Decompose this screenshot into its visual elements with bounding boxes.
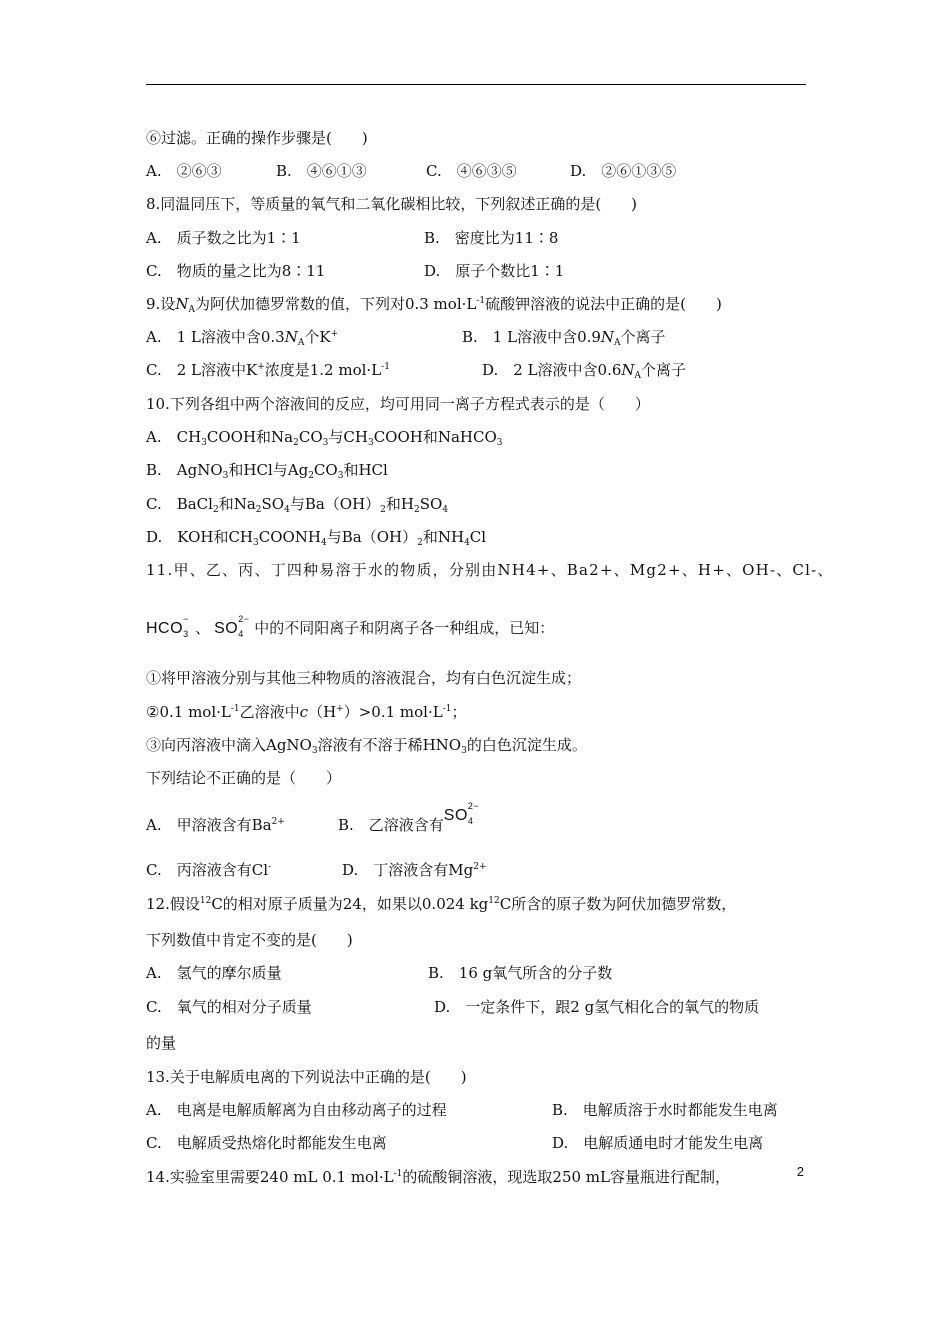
q11-row1 [146,801,480,835]
q13-stem: 13.关于电解质电离的下列说法中正确的是( ) [146,1068,467,1086]
q12-row2 [146,997,760,1017]
q14-stem: 14.实验室里需要240 mL 0.1 $mol\cdot L^{-1}$的硫酸铜溶液，现选取250 mL容量瓶进行配制， [146,1168,730,1186]
q13-row1 [146,1100,778,1120]
q12-option-a: A. 氢气的摩尔质量 [146,964,282,982]
q13-option-c: C. 电解质受热熔化时都能发生电离 [146,1134,387,1152]
q7-option-a: A. ②⑥③ [146,162,222,180]
q11-condition-2: ②0.1 $mol\cdot L^{-1}$乙溶液中c（H+）>0.1 $mol\cdot L^{-1}$； [146,703,467,721]
q7-options [146,161,677,181]
q9-stem: 9.设$N_A$为阿伏加德罗常数的值，下列对0.3 $mol\cdot L^{-1}$硫酸钾溶液的说法中正确的是( ) [146,295,722,315]
q12-option-d: D. 一定条件下，跟2 g氢气相化合的氧气的物质 [434,998,760,1016]
q11-option-b: B. 乙溶液含有SO 2− 4 [338,801,480,834]
q12-stem-line1: 12.假设$^{12}$C的相对原子质量为24，如果以0.024 $kg^{12}C$所含的原子数为阿伏加德罗常数， [146,895,737,913]
q12-stem-line2: 下列数值中肯定不变的是( ) [146,931,353,949]
q7-option-d: D. ②⑥①③⑤ [570,162,677,180]
q11-condition-3: ③向丙溶液中滴入AgNO$_3$溶液有不溶于稀$HNO_3$的白色沉淀生成。 [146,736,587,756]
so4-ion: SO 2− 4 [214,614,250,639]
q9-row1 [146,327,666,348]
q11-option-c: C. 丙溶液含有Cl- [146,861,272,879]
q12-option-d-cont: 的量 [146,1034,177,1052]
q13-row2 [146,1133,764,1153]
q11-row2 [146,860,487,880]
hco3-ion: HCO − 3 [146,614,189,639]
q11-option-a: A. 甲溶液含有$Ba^{2+}$ [146,816,285,834]
q11-ion-list: NH4+、Ba2+、Mg2+、H+、OH-、Cl-、 [497,561,834,579]
q8-stem: 8.同温同压下，等质量的氧气和二氧化碳相比较，下列叙述正确的是( ) [146,195,638,213]
q9-option-a: A. 1 L溶液中含$0.3N_A$个K+ [146,328,339,348]
q11-option-d: D. 丁溶液含有$Mg^{2+}$ [342,861,487,879]
q8-row2 [146,261,565,281]
q13-option-d: D. 电解质通电时才能发生电离 [552,1134,764,1152]
q9-row2 [146,360,687,381]
q12-row1 [146,963,613,983]
q8-option-c: C. 物质的量之比为8∶11 [146,262,326,280]
q10-option-a: A. $CH_3COOH$和$Na_2CO_3$与$CH_3COOH$和NaHCO$_3$ [146,428,503,448]
q10-option-b: B. AgNO$_3$和HCl与$Ag_2CO_3$和HCl [146,461,388,481]
q8-row1 [146,228,559,248]
q9-option-c: C. 2 L溶液中K+浓度是1.2 $mol\cdot L^{-1}$ [146,361,390,379]
q12-option-b: B. 16 g氧气所含的分子数 [428,964,613,982]
page-number: 2 [796,1164,804,1179]
q11-stem: 11.甲、乙、丙、丁四种易溶于水的物质，分别由NH4+、Ba2+、Mg2+、H+、OH-、Cl-、 [146,561,834,579]
q10-option-d: D. KOH和$CH_3COONH_4$与$Ba(OH)_2$和$NH_4Cl$ [146,528,487,548]
q8-option-d: D. 原子个数比1∶1 [424,262,565,280]
q8-option-b: B. 密度比为11∶8 [424,229,559,247]
q13-option-b: B. 电解质溶于水时都能发生电离 [552,1101,778,1119]
q11-ask: 下列结论不正确的是（ ） [146,769,342,787]
q13-option-a: A. 电离是电解质解离为自由移动离子的过程 [146,1101,447,1119]
q9-option-b: B. 1 L溶液中含$0.9N_A$个离子 [462,328,666,348]
q11-condition-1: ①将甲溶液分别与其他三种物质的溶液混合，均有白色沉淀生成； [146,669,582,687]
q11-stem-line2: HCO − 3 、 SO 2− 4 中的不同阳离子和阴离子各一种组成，已知： [146,614,555,639]
q7-option-b: B. ④⑥①③ [276,162,367,180]
so4-ion: SO 2− 4 [443,801,480,826]
header-rule [146,84,806,85]
q7-tail: ⑥过滤。正确的操作步骤是( ) [146,129,368,147]
q8-option-a: A. 质子数之比为1∶1 [146,229,301,247]
q9-option-d: D. 2 L溶液中含$0.6N_A$个离子 [482,361,687,381]
q10-stem: 10.下列各组中两个溶液间的反应，均可用同一离子方程式表示的是（ ） [146,395,650,413]
q12-option-c: C. 氧气的相对分子质量 [146,998,312,1016]
q7-option-c: C. ④⑥③⑤ [426,162,517,180]
q10-option-c: C. BaCl$_2$和$Na_2SO_4$与$Ba(OH)_2$和$H_2SO_4$ [146,495,449,515]
